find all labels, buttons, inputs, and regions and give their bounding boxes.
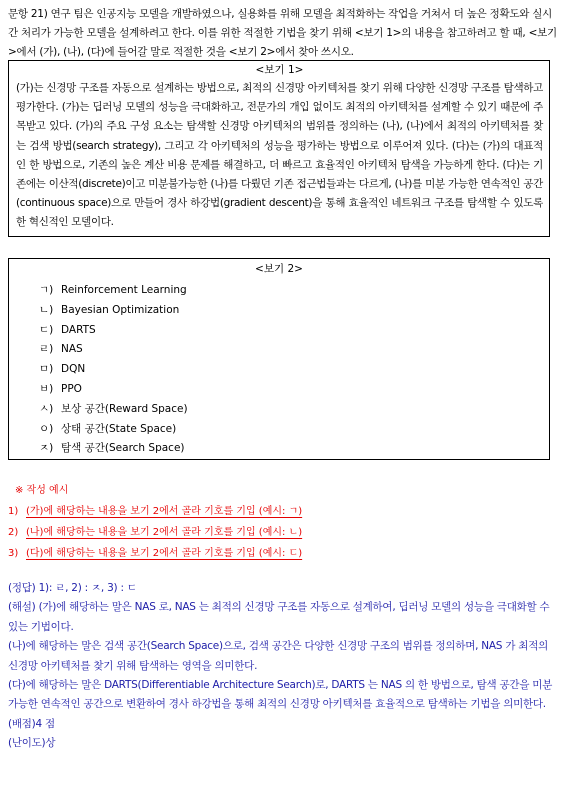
line-number: 2)	[8, 527, 19, 538]
reference-box-2-title: <보기 2>	[255, 263, 303, 275]
writing-example-line	[8, 523, 558, 542]
option-text: DARTS	[61, 323, 96, 336]
option-mark: ㅅ)	[39, 402, 54, 415]
option-mark: ㄱ)	[39, 284, 54, 296]
difficulty: (난이도)상	[8, 737, 56, 750]
points: (배점)4 점	[8, 717, 55, 730]
reference-box-1	[8, 60, 550, 237]
option-mark: ㄴ)	[39, 303, 54, 316]
line-text: (가)에 해당하는 내용을 보기 2에서 골라 기호를 기입 (예시: ㄱ)	[26, 506, 303, 517]
option-text: Reinforcement Learning	[61, 284, 187, 296]
reference-box-2	[8, 258, 550, 460]
explanation: (해설) (가)에 해당하는 말은 NAS 로, NAS 는 최적의 신경망 구조를 자동으로 설계하여, 딥러닝 모델의 성능을 극대화할 수 있는 기법이다.	[8, 601, 550, 633]
line-text: (나)에 해당하는 내용을 보기 2에서 골라 기호를 기입 (예시: ㄴ)	[26, 527, 303, 538]
option-mark: ㅇ)	[39, 422, 54, 435]
option-text: 탐색 공간(Search Space)	[61, 442, 185, 455]
option-text: DQN	[61, 363, 86, 376]
correct-answer: (정답) 1): ㄹ, 2) : ㅈ, 3) : ㄷ	[8, 582, 137, 594]
option-item	[9, 301, 549, 321]
option-item	[9, 380, 549, 400]
option-item	[9, 420, 549, 440]
line-number: 1)	[8, 506, 19, 517]
option-text: NAS	[61, 343, 83, 356]
option-text: 상태 공간(State Space)	[61, 422, 177, 435]
option-mark: ㄹ)	[39, 343, 54, 356]
answer-section	[8, 579, 558, 754]
writing-example-line	[8, 544, 558, 563]
option-text: PPO	[61, 382, 82, 395]
explanation: (나)에 해당하는 말은 검색 공간(Search Space)으로, 검색 공간은 다양한 신경망 구조의 범위를 정의하며, NAS 가 최적의 신경망 아키텍처를 찾기 위해 탐색하는 영역을 의미한다.	[8, 640, 548, 672]
option-item	[9, 360, 549, 380]
option-item	[9, 439, 549, 459]
option-mark: ㄷ)	[39, 323, 54, 336]
option-mark: ㅁ)	[39, 363, 54, 376]
option-text: 보상 공간(Reward Space)	[61, 402, 188, 415]
line-number: 3)	[8, 548, 19, 559]
option-mark: ㅂ)	[39, 382, 54, 395]
option-item	[9, 340, 549, 360]
option-mark: ㅈ)	[39, 442, 54, 455]
reference-box-1-body: (가)는 신경망 구조를 자동으로 설계하는 방법으로, 최적의 신경망 아키텍처를 찾기 위해 다양한 신경망 구조를 탐색하고 평가한다. (가)는 딥러닝 모델의 성능을 극대화하고, 전문가의 개입 없이도 최적의 아키텍처를 설계할 수 있기 때문에 주목받고 있다. (가)의 주요 구성 요소는 탐색할 신경망 아키텍처의 범위를 정의하는 (나), (나)에서 최적의 아키텍처를 찾는 검색 방법(search strategy), 그리고 각 아키텍처의 성능을 평가하는 방법으로 이루어져 있다. (다)는 (가)의 대표적인 한 방법으로, 기존의 높은 계산 비용 문제를 해결하고, 더 빠르고 효율적인 아키텍처 탐색을 가능하게 한다. (다)는 기존에는 이산적(discrete)이고 미분불가능한 (나)를 다뤘던 기존 접근법들과는 다르게, (나)를 미분 가능한 연속적인 공간(continuous space)으로 만들어 경사 하강법(gradient descent)을 통해 효율적인 네트워크 구조를 탐색할 수 있도록 한 혁신적인 모델이다.	[16, 82, 543, 229]
question-text: 문항 21) 연구 팀은 인공지능 모델을 개발하였으나, 실용화를 위해 모델을 최적화하는 작업을 거쳐서 더 높은 정확도와 실시간 처리가 가능한 모델을 설계하려고 한다. 이를 위한 적절한 기법을 찾기 위해 <보기 1>의 내용을 참고하려고 할 때, <보기>에서 (가), (나), (다)에 들어갈 말로 적절한 것을 <보기 2>에서 찾아 쓰시오.	[8, 8, 557, 58]
writing-example	[8, 482, 558, 563]
reference-box-1-title: <보기 1>	[255, 64, 304, 76]
writing-example-line	[8, 502, 558, 521]
line-text: (다)에 해당하는 내용을 보기 2에서 골라 기호를 기입 (예시: ㄷ)	[26, 548, 303, 559]
explanation: (다)에 해당하는 말은 DARTS(Differentiable Architecture Search)로, DARTS 는 NAS 의 한 방법으로, 탐색 공간을 미분 가능한 연속적인 공간으로 변환하여 경사 하강법을 통해 최적의 신경망 아키텍처를 효율적으로 탐색하는 기법을 의미한다.	[8, 679, 553, 711]
option-item	[9, 400, 549, 420]
option-item	[9, 321, 549, 341]
writing-example-title: ※ 작성 예시	[15, 485, 69, 496]
option-item	[9, 281, 549, 301]
option-text: Bayesian Optimization	[61, 303, 180, 316]
